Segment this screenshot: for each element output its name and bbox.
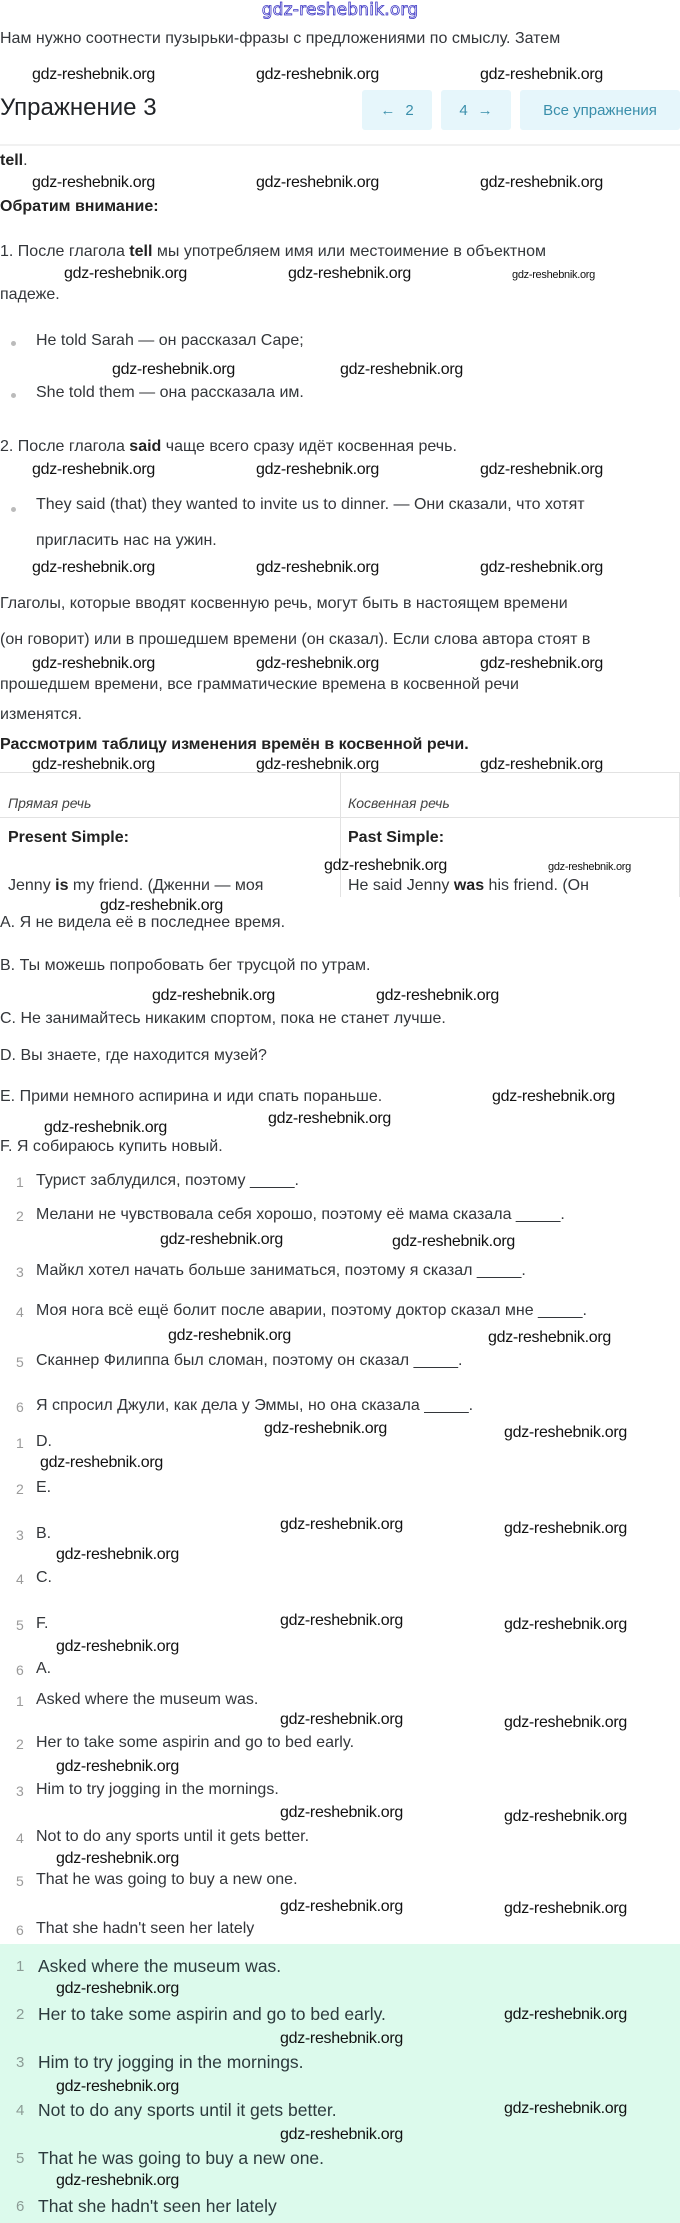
indirect-example-a: He said Jenny	[348, 877, 454, 894]
watermark: gdz-reshebnik.org	[112, 361, 235, 378]
watermark: gdz-reshebnik.org	[256, 559, 379, 576]
sentence-number: 6	[16, 1399, 24, 1415]
watermark: gdz-reshebnik.org	[480, 559, 603, 576]
watermark: gdz-reshebnik.org	[480, 174, 603, 191]
answer-number: 1	[16, 1693, 24, 1709]
sentence-item: Я спросил Джули, как дела у Эммы, но она сказала _____.	[36, 1397, 474, 1414]
paragraph-line-3: прошедшем времени, все грамматические времена в косвенной речи	[0, 676, 519, 693]
watermark: gdz-reshebnik.org	[160, 1231, 283, 1248]
watermark: gdz-reshebnik.org	[152, 987, 275, 1004]
bullet-icon	[11, 341, 16, 346]
match-number: 2	[16, 1481, 24, 1497]
table-heading: Рассмотрим таблицу изменения времён в косвенной речи.	[0, 736, 469, 753]
answer-number: 3	[16, 1783, 24, 1799]
watermark: gdz-reshebnik.org	[280, 1898, 403, 1915]
point1-example-2: She told them — она рассказала им.	[36, 384, 304, 401]
watermark: gdz-reshebnik.org	[324, 857, 447, 874]
prev-exercise-button[interactable]	[362, 90, 432, 130]
watermark: gdz-reshebnik.org	[56, 1546, 179, 1563]
table-divider	[340, 773, 341, 897]
table-cell-past-simple: Past Simple:	[348, 829, 445, 846]
bubble-b: B. Ты можешь попробовать бег трусцой по утрам.	[0, 957, 371, 974]
direct-example-c: my friend. (Дженни — моя	[68, 877, 264, 894]
next-exercise-button[interactable]	[441, 90, 511, 130]
watermark: gdz-reshebnik.org	[480, 655, 603, 672]
match-number: 6	[16, 1662, 24, 1678]
final-answer-item: Him to try jogging in the mornings.	[38, 2052, 304, 2072]
answer-number: 2	[16, 1736, 24, 1752]
paragraph-line-1: Глаголы, которые вводят косвенную речь, могут быть в настоящем времени	[0, 595, 568, 612]
bubble-a: A. Я не видела её в последнее время.	[0, 914, 286, 931]
point1-example-1: He told Sarah — он рассказал Саре;	[36, 332, 304, 349]
watermark: gdz-reshebnik.org	[504, 1520, 627, 1537]
final-answer-number: 5	[16, 2150, 25, 2167]
watermark: gdz-reshebnik.org	[44, 1119, 167, 1136]
sentence-number: 5	[16, 1354, 24, 1370]
match-number: 3	[16, 1527, 24, 1543]
watermark: gdz-reshebnik.org	[32, 66, 155, 83]
watermark: gdz-reshebnik.org	[504, 2006, 627, 2023]
final-answer-item: Not to do any sports until it gets better.	[38, 2100, 337, 2120]
watermark: gdz-reshebnik.org	[264, 1420, 387, 1437]
sentence-item: Сканнер Филиппа был сломан, поэтому он сказал _____.	[36, 1352, 463, 1369]
watermark: gdz-reshebnik.org	[504, 1424, 627, 1441]
watermark: gdz-reshebnik.org	[268, 1110, 391, 1127]
watermark: gdz-reshebnik.org	[280, 1804, 403, 1821]
final-answer-number: 6	[16, 2198, 25, 2215]
point1-keyword: tell	[129, 243, 153, 260]
table-header-divider	[0, 817, 680, 818]
watermark: gdz-reshebnik.org	[32, 174, 155, 191]
sentence-number: 4	[16, 1304, 24, 1320]
answer-number: 6	[16, 1922, 24, 1938]
watermark: gdz-reshebnik.org	[56, 1850, 179, 1867]
next-exercise-label: 4	[459, 101, 468, 119]
watermark: gdz-reshebnik.org	[56, 1638, 179, 1655]
answer-item: That she hadn't seen her lately	[36, 1920, 255, 1937]
paragraph-line-2: (он говорит) или в прошедшем времени (он сказал). Если слова автора стоят в	[0, 631, 591, 648]
watermark: gdz-reshebnik.org	[56, 1758, 179, 1775]
answer-item: Not to do any sports until it gets better.	[36, 1828, 310, 1845]
final-answer-item: Her to take some aspirin and go to bed early.	[38, 2004, 386, 2024]
watermark: gdz-reshebnik.org	[488, 1329, 611, 1346]
watermark: gdz-reshebnik.org	[256, 756, 379, 773]
bubble-f: F. Я собираюсь купить новый.	[0, 1138, 223, 1155]
match-item: B.	[36, 1525, 52, 1542]
watermark: gdz-reshebnik.org	[504, 1808, 627, 1825]
sentence-number: 3	[16, 1264, 24, 1280]
paragraph-line-4: изменятся.	[0, 706, 82, 723]
tense-table	[0, 772, 680, 897]
watermark: gdz-reshebnik.org	[504, 1900, 627, 1917]
watermark: gdz-reshebnik.org	[340, 361, 463, 378]
bubble-e: E. Прими немного аспирина и иди спать пораньше.	[0, 1088, 383, 1105]
point1-line1	[0, 243, 546, 261]
match-number: 1	[16, 1435, 24, 1451]
attention-heading: Обратим внимание:	[0, 198, 159, 215]
tell-line	[0, 152, 28, 170]
match-number: 5	[16, 1617, 24, 1633]
bubble-c: C. Не занимайтесь никаким спортом, пока не станет лучше.	[0, 1010, 446, 1027]
page-title: Упражнение 3	[0, 94, 157, 121]
point2-suffix: чаще всего сразу идёт косвенная речь.	[161, 438, 457, 455]
watermark: gdz-reshebnik.org	[504, 1616, 627, 1633]
watermark: gdz-reshebnik.org	[40, 1454, 163, 1471]
watermark: gdz-reshebnik.org	[280, 2030, 403, 2047]
final-answer-item: That he was going to buy a new one.	[38, 2148, 325, 2168]
watermark: gdz-reshebnik.org	[376, 987, 499, 1004]
match-item: F.	[36, 1615, 49, 1632]
bubble-d: D. Вы знаете, где находится музей?	[0, 1047, 267, 1064]
match-number: 4	[16, 1571, 24, 1587]
watermark: gdz-reshebnik.org	[256, 461, 379, 478]
watermark: gdz-reshebnik.org	[256, 174, 379, 191]
all-exercises-label: Все упражнения	[543, 101, 657, 119]
arrow-right-icon: →	[477, 101, 493, 119]
final-answer-number: 1	[16, 1958, 25, 1975]
header-divider	[0, 144, 680, 146]
watermark: gdz-reshebnik.org	[280, 2126, 403, 2143]
tell-dot: .	[23, 152, 28, 169]
watermark: gdz-reshebnik.org	[480, 461, 603, 478]
watermark: gdz-reshebnik.org	[32, 756, 155, 773]
watermark: gdz-reshebnik.org	[256, 655, 379, 672]
final-answer-item: That she hadn't seen her lately	[38, 2196, 277, 2216]
answer-item: Him to try jogging in the mornings.	[36, 1781, 279, 1798]
watermark: gdz-reshebnik.org	[280, 1612, 403, 1629]
watermark: gdz-reshebnik.org	[548, 861, 631, 873]
bullet-icon	[11, 507, 16, 512]
watermark: gdz-reshebnik.org	[56, 2078, 179, 2095]
sentence-item: Моя нога всё ещё болит после аварии, поэтому доктор сказал мне _____.	[36, 1302, 587, 1319]
final-answer-item: Asked where the museum was.	[38, 1956, 282, 1976]
point2-example-line1: They said (that) they wanted to invite us to dinner. — Они сказали, что хотят	[36, 496, 585, 513]
sentence-number: 2	[16, 1208, 24, 1224]
direct-example-b: is	[55, 877, 69, 894]
final-answer-number: 4	[16, 2102, 25, 2119]
watermark-top: gdz-reshebnik.org	[261, 0, 419, 20]
answer-item: That he was going to buy a new one.	[36, 1871, 298, 1888]
point2-prefix: 2. После глагола	[0, 438, 130, 455]
point2-example-line2: пригласить нас на ужин.	[36, 532, 217, 549]
sentence-number: 1	[16, 1174, 24, 1190]
watermark: gdz-reshebnik.org	[280, 1711, 403, 1728]
final-answer-number: 3	[16, 2054, 25, 2071]
match-item: D.	[36, 1433, 52, 1450]
indirect-example-b: was	[453, 877, 485, 894]
indirect-example-c: his friend. (Он	[484, 877, 589, 894]
watermark: gdz-reshebnik.org	[504, 2100, 627, 2117]
watermark: gdz-reshebnik.org	[480, 756, 603, 773]
sentence-item: Турист заблудился, поэтому _____.	[36, 1172, 299, 1189]
point1-prefix: 1. После глагола	[0, 243, 130, 260]
tell-word: tell	[0, 152, 24, 169]
watermark: gdz-reshebnik.org	[480, 66, 603, 83]
point1-suffix: мы употребляем имя или местоимение в объектном	[152, 243, 546, 260]
watermark: gdz-reshebnik.org	[32, 655, 155, 672]
match-item: A.	[36, 1660, 52, 1677]
sentence-item: Мелани не чувствовала себя хорошо, поэтому её мама сказала _____.	[36, 1206, 565, 1223]
answer-item: Her to take some aspirin and go to bed early.	[36, 1734, 355, 1751]
table-cell-present-simple: Present Simple:	[8, 829, 129, 846]
watermark: gdz-reshebnik.org	[392, 1233, 515, 1250]
match-item: C.	[36, 1569, 52, 1586]
watermark: gdz-reshebnik.org	[168, 1327, 291, 1344]
watermark: gdz-reshebnik.org	[256, 66, 379, 83]
watermark: gdz-reshebnik.org	[32, 461, 155, 478]
answer-item: Asked where the museum was.	[36, 1691, 259, 1708]
watermark: gdz-reshebnik.org	[492, 1088, 615, 1105]
watermark: gdz-reshebnik.org	[56, 2172, 179, 2189]
table-header-indirect: Косвенная речь	[348, 795, 450, 811]
intro-text: Нам нужно соотнести пузырьки-фразы с предложениями по смыслу. Затем	[0, 30, 561, 47]
match-item: E.	[36, 1479, 52, 1496]
table-cell-direct-example	[8, 877, 263, 895]
point2-line	[0, 438, 457, 456]
final-answer-number: 2	[16, 2006, 25, 2023]
watermark: gdz-reshebnik.org	[64, 265, 187, 282]
watermark: gdz-reshebnik.org	[56, 1980, 179, 1997]
point2-keyword: said	[129, 438, 162, 455]
prev-exercise-label: 2	[405, 101, 414, 119]
watermark: gdz-reshebnik.org	[32, 559, 155, 576]
table-cell-indirect-example	[348, 877, 589, 895]
bullet-icon	[11, 393, 16, 398]
answer-number: 4	[16, 1830, 24, 1846]
watermark: gdz-reshebnik.org	[280, 1516, 403, 1533]
watermark: gdz-reshebnik.org	[512, 269, 595, 281]
table-header-direct: Прямая речь	[8, 795, 92, 811]
arrow-left-icon: ←	[380, 101, 396, 119]
answer-number: 5	[16, 1873, 24, 1889]
point1-line2: падеже.	[0, 286, 60, 303]
sentence-item: Майкл хотел начать больше заниматься, поэтому я сказал _____.	[36, 1262, 526, 1279]
watermark: gdz-reshebnik.org	[504, 1714, 627, 1731]
all-exercises-button[interactable]	[520, 90, 680, 130]
watermark: gdz-reshebnik.org	[288, 265, 411, 282]
direct-example-a: Jenny	[8, 877, 56, 894]
watermark: gdz-reshebnik.org	[100, 897, 223, 914]
